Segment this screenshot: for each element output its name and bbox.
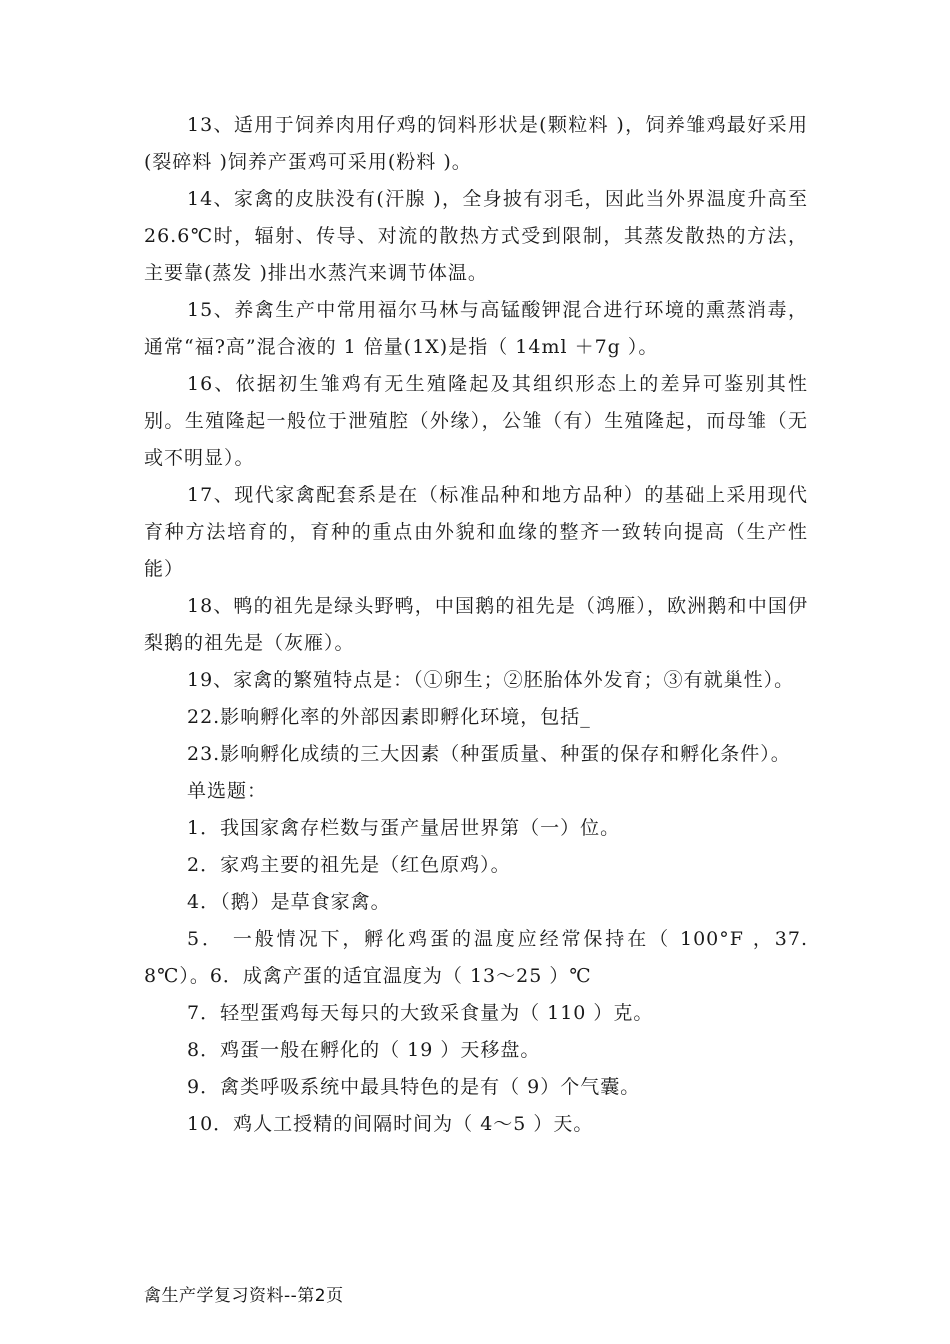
paragraph-sc9: 9．禽类呼吸系统中最具特色的是有（ 9）个气囊。 [187, 1076, 641, 1098]
paragraph-sc8: 8．鸡蛋一般在孵化的（ 19 ）天移盘。 [187, 1039, 541, 1061]
paragraph-sc7: 7．轻型蛋鸡每天每只的大致采食量为（ 110 ）克。 [187, 1002, 654, 1024]
section-heading-single-choice: 单选题： [187, 780, 268, 802]
paragraph-sc5-sc6: 5． 一般情况下，孵化鸡蛋的温度应经常保持在（ 100°F ，37.8℃）。6．成禽产蛋的适宜温度为（ 13～25 ）℃ [144, 928, 808, 987]
paragraph-q14: 14、家禽的皮肤没有(汗腺 )，全身披有羽毛，因此当外界温度升高至 26.6℃时，辐射、传导、对流的散热方式受到限制，其蒸发散热的方法，主要靠(蒸发 )排出水蒸汽来调节体温。 [144, 188, 808, 284]
paragraph-sc1: 1．我国家禽存栏数与蛋产量居世界第（一）位。 [187, 817, 621, 839]
paragraph-q15: 15、养禽生产中常用福尔马林与高锰酸钾混合进行环境的熏蒸消毒，通常“福?高”混合液的 1 倍量(1X)是指（ 14ml ＋7g ）。 [144, 299, 808, 358]
document-body [144, 107, 808, 1143]
paragraph-q19: 19、家禽的繁殖特点是：（①卵生；②胚胎体外发育；③有就巢性）。 [187, 669, 795, 691]
paragraph-q13: 13、适用于饲养肉用仔鸡的饲料形状是(颗粒料 )，饲养雏鸡最好采用(裂碎料 )饲养产蛋鸡可采用(粉料 )。 [144, 114, 808, 173]
paragraph-sc10: 10．鸡人工授精的间隔时间为（ 4～5 ）天。 [187, 1113, 594, 1135]
paragraph-sc4: 4．（鹅）是草食家禽。 [187, 891, 391, 913]
page-footer: 禽生产学复习资料--第2页 [144, 1286, 344, 1306]
paragraph-q17: 17、现代家禽配套系是在（标准品种和地方品种）的基础上采用现代育种方法培育的，育种的重点由外貌和血缘的整齐一致转向提高（生产性能） [144, 484, 808, 580]
paragraph-sc2: 2．家鸡主要的祖先是（红色原鸡）。 [187, 854, 511, 876]
paragraph-q16: 16、依据初生雏鸡有无生殖隆起及其组织形态上的差异可鉴别其性别。生殖隆起一般位于泄殖腔（外缘），公雏（有）生殖隆起，而母雏（无或不明显）。 [144, 373, 808, 469]
paragraph-q22: 22.影响孵化率的外部因素即孵化环境，包括_ [187, 706, 591, 728]
paragraph-q23: 23.影响孵化成绩的三大因素（种蛋质量、种蛋的保存和孵化条件）。 [187, 743, 791, 765]
paragraph-q18: 18、鸭的祖先是绿头野鸭，中国鹅的祖先是（鸿雁），欧洲鹅和中国伊梨鹅的祖先是（灰雁）。 [144, 595, 808, 654]
